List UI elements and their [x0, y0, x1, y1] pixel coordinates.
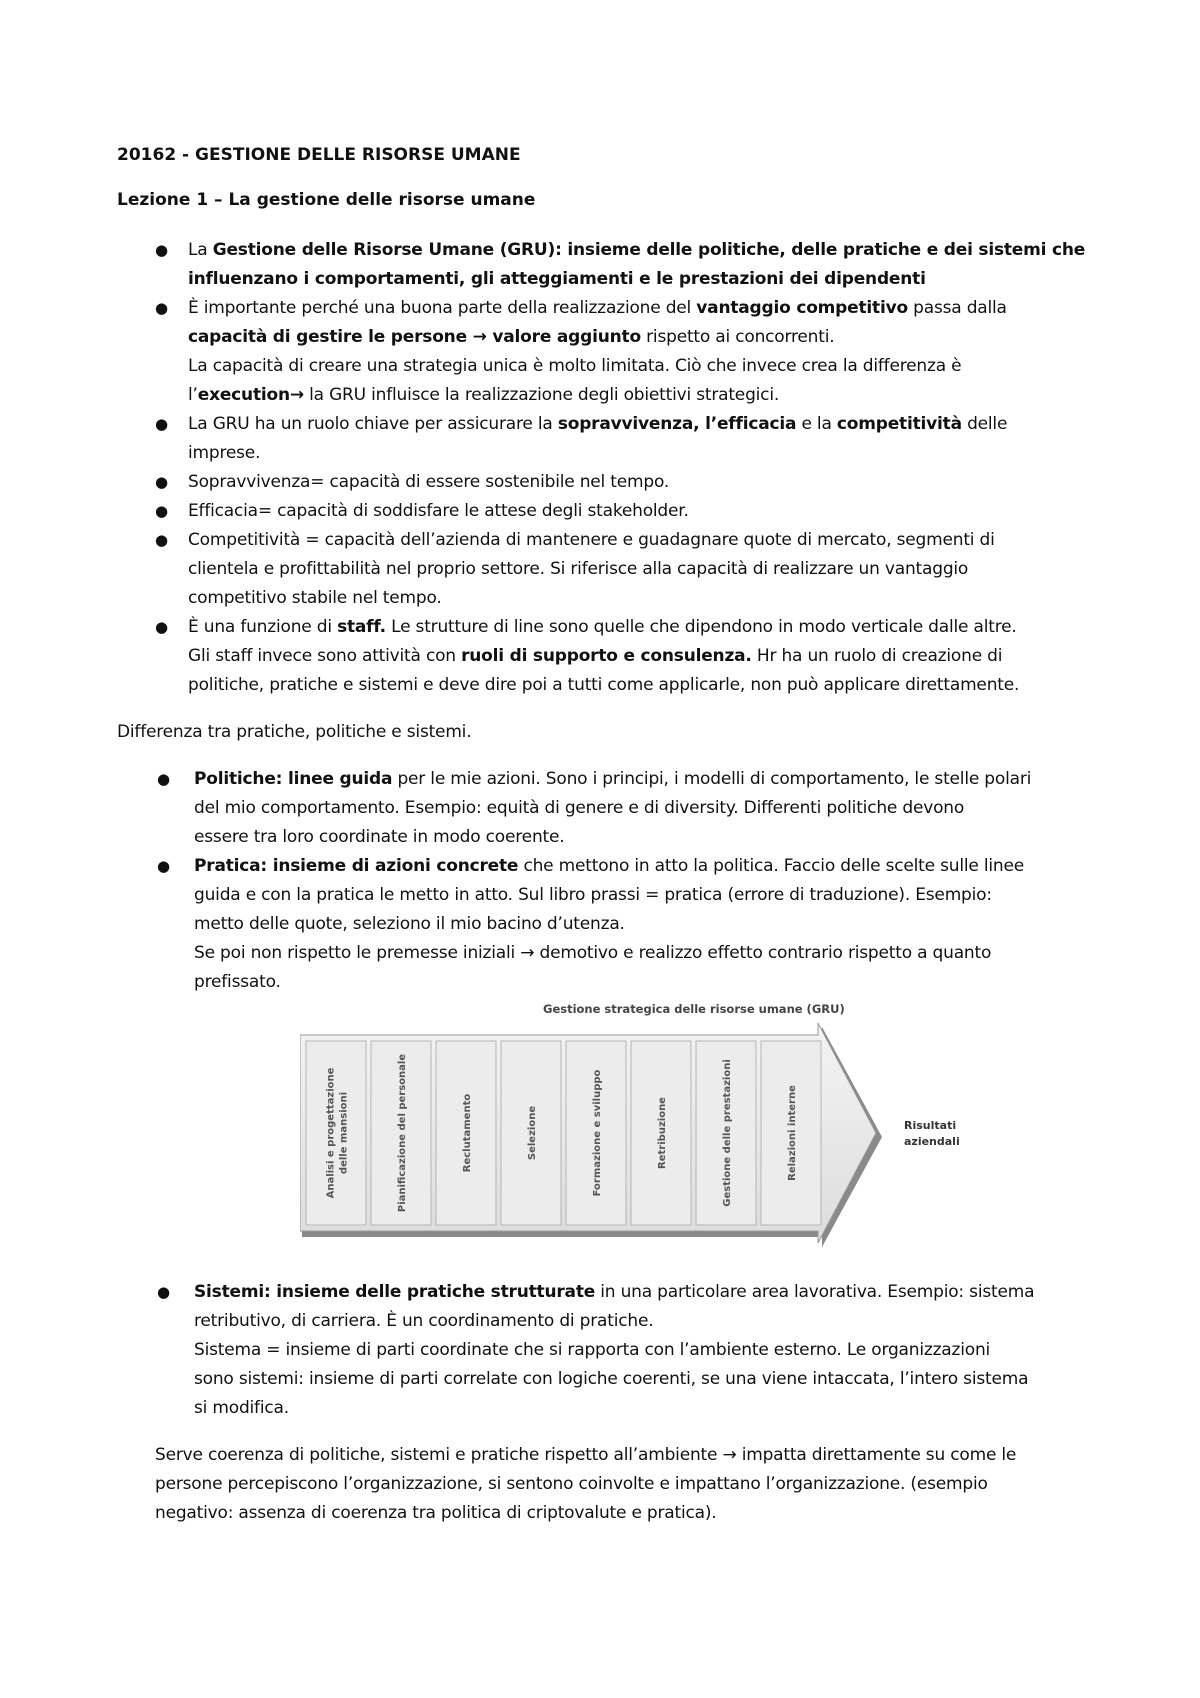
- pratica-line-2: guida e con la pratica le metto in atto. Sul libro prassi = pratica (errore di traduzione). Esempio:: [194, 885, 992, 905]
- diagram-column-label: Selezione: [527, 1105, 538, 1161]
- diagram-column-label: Formazione e sviluppo: [592, 1069, 603, 1197]
- bullet-7-line-2: Gli staff invece sono attività con ruoli di supporto e consulenza. Hr ha un ruolo di creazione di: [188, 646, 1003, 666]
- bullet-icon: ●: [155, 502, 169, 520]
- pratica-line-1: Pratica: insieme di azioni concrete che mettono in atto la politica. Faccio delle scelte sulle linee: [194, 856, 1024, 876]
- pratica-line-5: prefissato.: [194, 972, 281, 992]
- closing-line-2: persone percepiscono l’organizzazione, si sentono coinvolte e impattano l’organizzazione. (esempio: [155, 1474, 988, 1494]
- diagram-column-label: Gestione delle prestazioni: [722, 1059, 733, 1207]
- sistemi-line-5: si modifica.: [194, 1398, 289, 1418]
- bullet-2-line-4: l’execution→ la GRU influisce la realizzazione degli obiettivi strategici.: [188, 385, 780, 405]
- pratica-line-4: Se poi non rispetto le premesse iniziali → demotivo e realizzo effetto contrario rispetto a quanto: [194, 943, 992, 963]
- bullet-icon: ●: [157, 1283, 171, 1301]
- bullet-7-line-1: È una funzione di staff. Le strutture di line sono quelle che dipendono in modo verticale dalle altre.: [188, 617, 1017, 637]
- diagram-column-label: Pianificazione del personale: [397, 1053, 408, 1213]
- result-label-line-1: Risultati: [904, 1119, 957, 1132]
- bullet-icon: ●: [155, 473, 169, 491]
- politiche-line-3: essere tra loro coordinate in modo coerente.: [194, 827, 565, 847]
- sistemi-line-2: retributivo, di carriera. È un coordinamento di pratiche.: [194, 1311, 654, 1331]
- gru-process-diagram: [300, 995, 1030, 1265]
- bullet-3-line-2: imprese.: [188, 443, 261, 463]
- bullet-6-line-2: clientela e profittabilità nel proprio settore. Si riferisce alla capacità di realizzare un vantaggio: [188, 559, 969, 579]
- diagram-column-label: Retribuzione: [657, 1097, 668, 1169]
- bullet-icon: ●: [155, 531, 169, 549]
- politiche-line-1: Politiche: linee guida per le mie azioni. Sono i principi, i modelli di comportamento, le stelle polari: [194, 769, 1032, 789]
- result-label-line-2: aziendali: [904, 1135, 960, 1148]
- bullet-1-line-2: influenzano i comportamenti, gli atteggiamenti e le prestazioni dei dipendenti: [188, 269, 926, 289]
- section-2-intro: Differenza tra pratiche, politiche e sistemi.: [117, 722, 472, 742]
- bullet-2-line-1: È importante perché una buona parte della realizzazione del vantaggio competitivo passa dalla: [188, 298, 1007, 318]
- bullet-2-line-2: capacità di gestire le persone → valore aggiunto rispetto ai concorrenti.: [188, 327, 835, 347]
- document-title: 20162 - GESTIONE DELLE RISORSE UMANE: [117, 145, 521, 165]
- diagram-column-label: Analisi e progettazione: [325, 1067, 337, 1199]
- sistemi-line-4: sono sistemi: insieme di parti correlate con logiche coerenti, se una viene intaccata, l’intero sistema: [194, 1369, 1029, 1389]
- bullet-icon: ●: [155, 618, 169, 636]
- bullet-icon: ●: [155, 415, 169, 433]
- bullet-icon: ●: [157, 857, 171, 875]
- bullet-3-line-1: La GRU ha un ruolo chiave per assicurare la sopravvivenza, l’efficacia e la competitività delle: [188, 414, 1008, 434]
- bullet-5: Efficacia= capacità di soddisfare le attese degli stakeholder.: [188, 501, 689, 521]
- bullet-6-line-1: Competitività = capacità dell’azienda di mantenere e guadagnare quote di mercato, segmenti di: [188, 530, 995, 550]
- bullet-4: Sopravvivenza= capacità di essere sostenibile nel tempo.: [188, 472, 670, 492]
- bullet-icon: ●: [157, 770, 171, 788]
- bullet-1-line-1: La Gestione delle Risorse Umane (GRU): insieme delle politiche, delle pratiche e dei sistemi che: [188, 240, 1086, 260]
- bullet-2-line-3: La capacità di creare una strategia unica è molto limitata. Ciò che invece crea la differenza è: [188, 356, 962, 376]
- diagram-column-label: Reclutamento: [462, 1093, 473, 1173]
- closing-line-3: negativo: assenza di coerenza tra politica di criptovalute e pratica).: [155, 1503, 717, 1523]
- pratica-line-3: metto delle quote, seleziono il mio bacino d’utenza.: [194, 914, 625, 934]
- bullet-icon: ●: [155, 299, 169, 317]
- bullet-6-line-3: competitivo stabile nel tempo.: [188, 588, 442, 608]
- lesson-heading: Lezione 1 – La gestione delle risorse umane: [117, 190, 536, 210]
- politiche-line-2: del mio comportamento. Esempio: equità di genere e di diversity. Differenti politiche devono: [194, 798, 965, 818]
- diagram-column-label: delle mansioni: [338, 1091, 350, 1175]
- diagram-column-label: Relazioni interne: [787, 1085, 798, 1181]
- bullet-7-line-3: politiche, pratiche e sistemi e deve dire poi a tutti come applicarle, non può applicare direttamente.: [188, 675, 1020, 695]
- sistemi-line-3: Sistema = insieme di parti coordinate che si rapporta con l’ambiente esterno. Le organizzazioni: [194, 1340, 991, 1360]
- diagram-title: Gestione strategica delle risorse umane (GRU): [543, 1002, 845, 1016]
- bullet-icon: ●: [155, 241, 169, 259]
- sistemi-line-1: Sistemi: insieme delle pratiche strutturate in una particolare area lavorativa. Esempio: sistema: [194, 1282, 1035, 1302]
- closing-line-1: Serve coerenza di politiche, sistemi e pratiche rispetto all’ambiente → impatta direttamente su come le: [155, 1445, 1017, 1465]
